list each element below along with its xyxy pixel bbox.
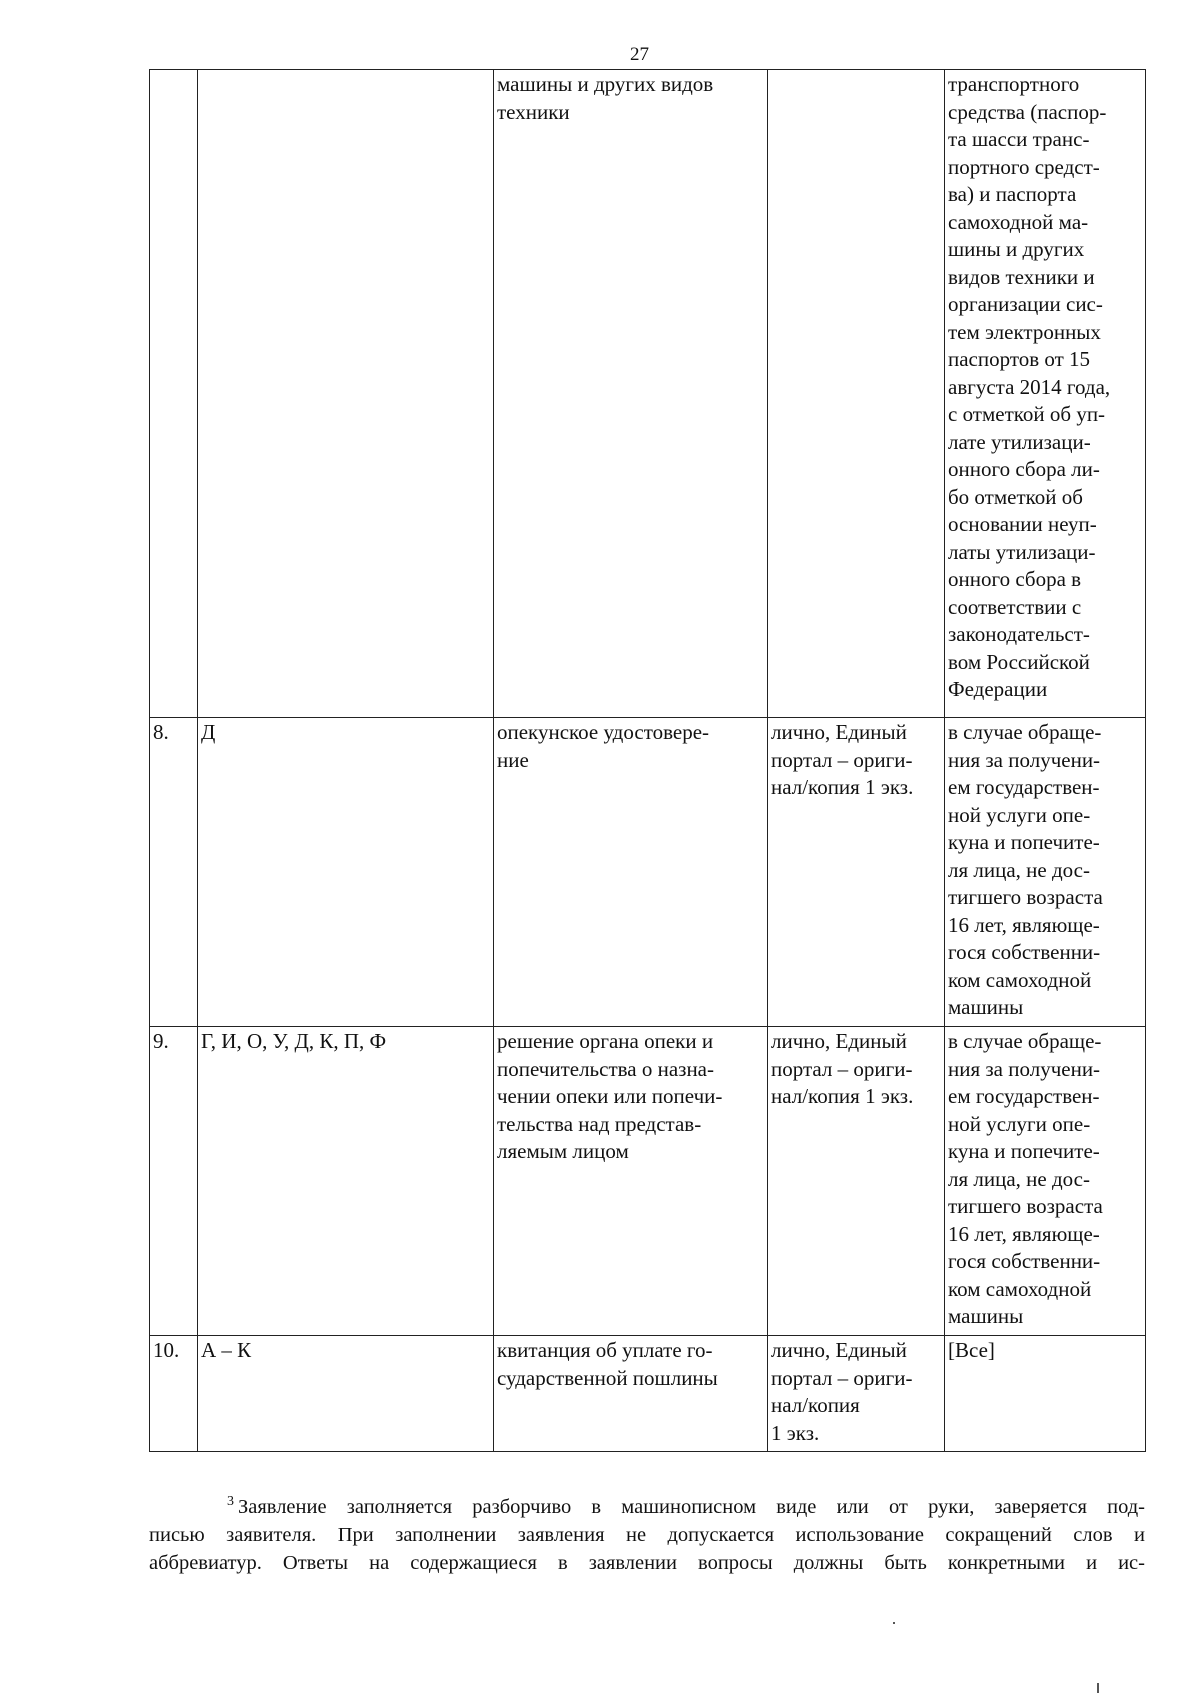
- submission-method-cell: лично, Единый портал – ориги- нал/копия 1 экз.: [768, 718, 945, 1027]
- row-number-cell: [150, 70, 198, 718]
- document-name-cell: опекунское удостовере- ние: [494, 718, 768, 1027]
- table-row: [150, 1336, 1146, 1452]
- note-cell: [Все]: [945, 1336, 1146, 1452]
- applicant-category-cell: Д: [198, 718, 494, 1027]
- applicant-category-cell: Г, И, О, У, Д, К, П, Ф: [198, 1027, 494, 1336]
- table-row: [150, 1027, 1146, 1336]
- submission-method-cell: [768, 70, 945, 718]
- footnote-line: писью заявителя. При заполнении заявления не допускается использование сокращений слов и: [149, 1523, 1145, 1546]
- page-number: 27: [630, 44, 649, 65]
- footnote-text: Заявление заполняется разборчиво в машинописном виде или от руки, заверяется под-: [238, 1495, 1145, 1518]
- row-number-cell: 8.: [150, 718, 198, 1027]
- note-cell: в случае обраще- ния за получени- ем государствен- ной услуги опе- куна и попечите- ля лица, не дос- тигшего возраста 16 лет, являюще- гося собственни- ком самоходной машины: [945, 718, 1146, 1027]
- document-name-cell: решение органа опеки и попечительства о назна- чении опеки или попечи- тельства над представ- ляемым лицом: [494, 1027, 768, 1336]
- submission-method-cell: лично, Единый портал – ориги- нал/копия 1 экз.: [768, 1336, 945, 1452]
- footnote: [149, 1488, 1145, 1577]
- row-number-cell: 10.: [150, 1336, 198, 1452]
- applicant-category-cell: А – К: [198, 1336, 494, 1452]
- footnote-mark: 3: [227, 1494, 234, 1509]
- scan-speck: [893, 1622, 895, 1624]
- document-name-cell: квитанция об уплате го- сударственной пошлины: [494, 1336, 768, 1452]
- submission-method-cell: лично, Единый портал – ориги- нал/копия 1 экз.: [768, 1027, 945, 1336]
- documents-table: [149, 69, 1146, 1452]
- note-cell: в случае обраще- ния за получени- ем государствен- ной услуги опе- куна и попечите- ля лица, не дос- тигшего возраста 16 лет, являюще- гося собственни- ком самоходной машины: [945, 1027, 1146, 1336]
- table-row: [150, 718, 1146, 1027]
- row-number-cell: 9.: [150, 1027, 198, 1336]
- applicant-category-cell: [198, 70, 494, 718]
- table-row: [150, 70, 1146, 718]
- scan-speck: [1097, 1683, 1099, 1693]
- note-cell: транспортного средства (паспор- та шасси транс- портного средст- ва) и паспорта самоходной ма- шины и других видов техники и организации сис- тем электронных паспортов от 15 августа 2014 года, с отметкой об уп- лате утилизаци- онного сбора ли- бо отметкой об основании неуп- латы утилизаци- онного сбора в соответствии с законодательст- вом Российской Федерации: [945, 70, 1146, 718]
- footnote-line: аббревиатур. Ответы на содержащиеся в заявлении вопросы должны быть конкретными и ис-: [149, 1551, 1145, 1574]
- document-name-cell: машины и других видов техники: [494, 70, 768, 718]
- footnote-line: [149, 1488, 1145, 1521]
